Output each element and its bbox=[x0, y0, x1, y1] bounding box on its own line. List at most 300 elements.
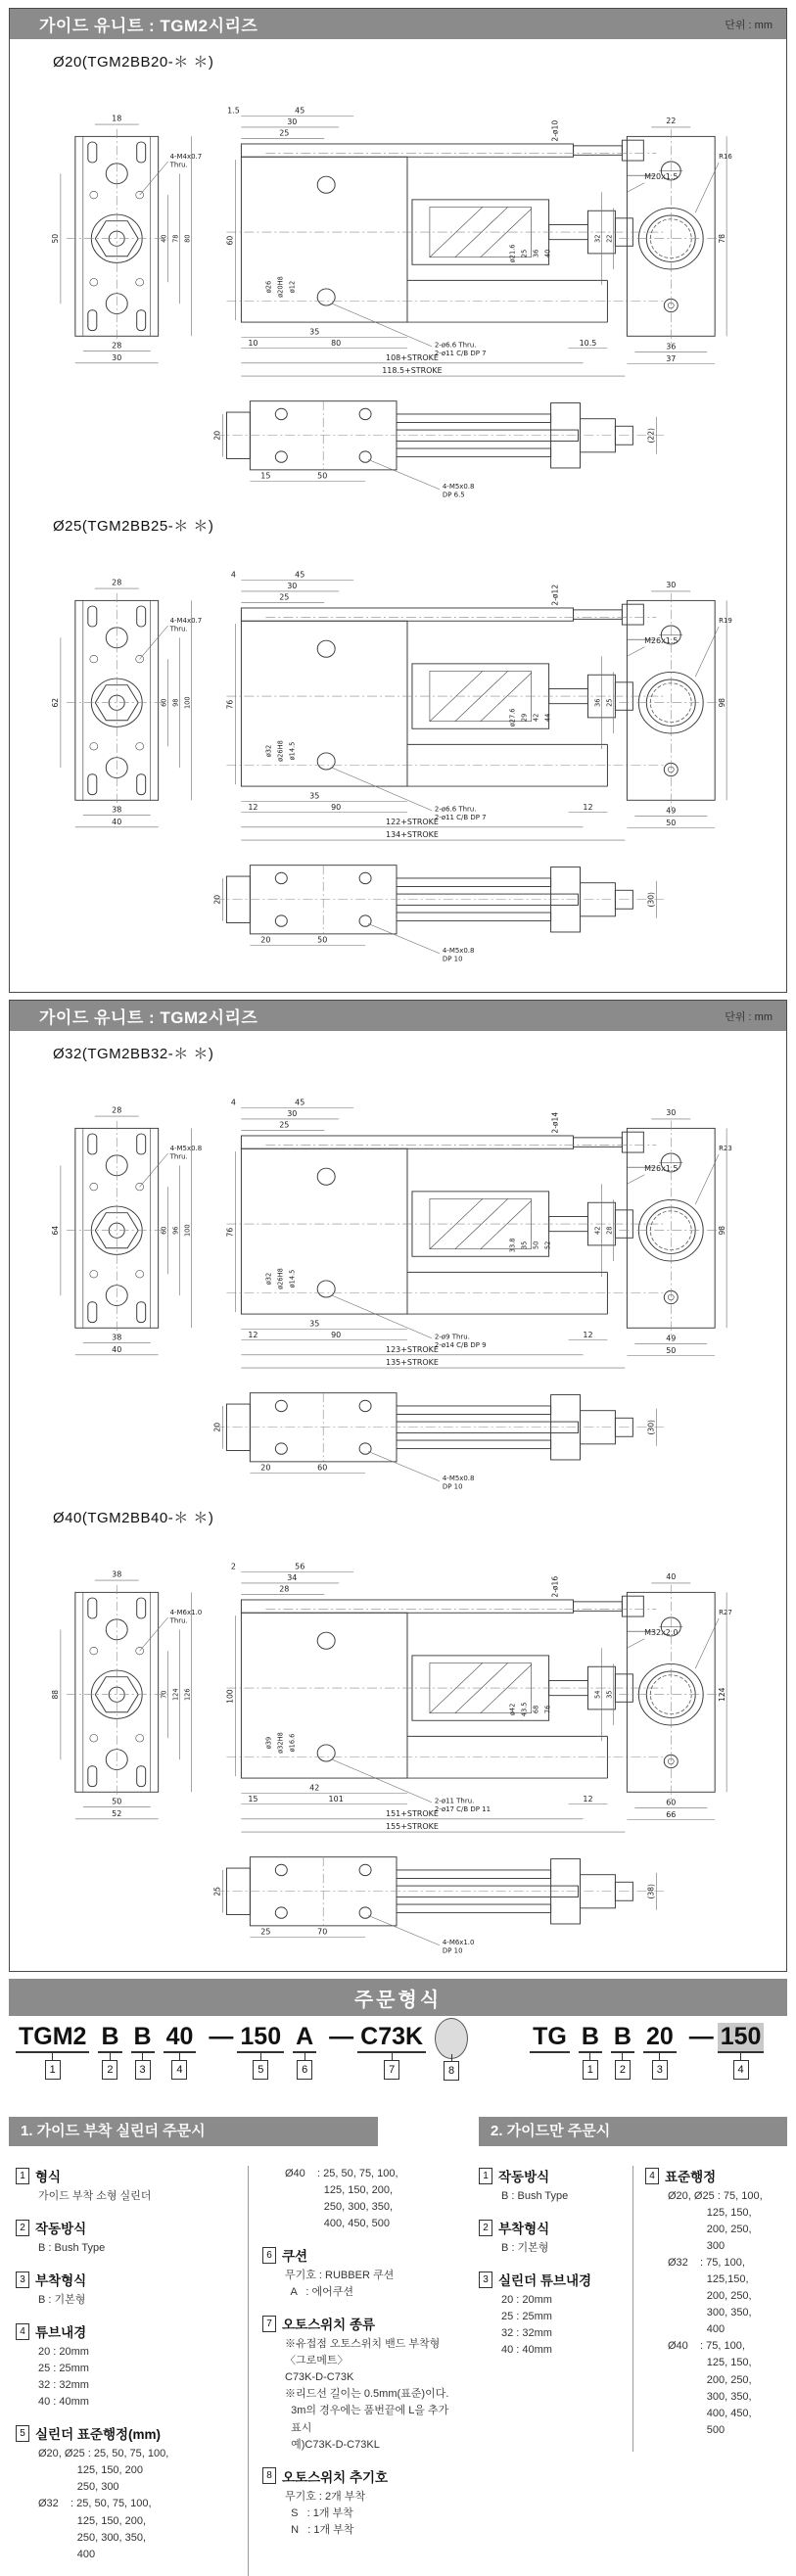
code-number: 1 bbox=[583, 2060, 598, 2080]
definition-item bbox=[262, 2314, 468, 2453]
definition-head bbox=[262, 2466, 468, 2486]
code-part: B bbox=[98, 2023, 121, 2053]
definition-number: 1 bbox=[16, 2168, 29, 2184]
svg-text:124: 124 bbox=[170, 1688, 180, 1702]
definition-line: 40 : 40mm bbox=[501, 2344, 552, 2357]
svg-text:35: 35 bbox=[308, 327, 319, 337]
svg-text:155+STROKE: 155+STROKE bbox=[385, 1822, 439, 1832]
code-number: 4 bbox=[733, 2060, 749, 2080]
definition-line: B : 기본형 bbox=[38, 2294, 86, 2307]
right-plate-view bbox=[593, 1572, 732, 1819]
svg-text:60: 60 bbox=[224, 235, 234, 246]
svg-text:28: 28 bbox=[278, 1584, 289, 1594]
svg-text:ø20H8: ø20H8 bbox=[275, 276, 284, 298]
definition-number: 4 bbox=[645, 2168, 659, 2184]
svg-text:36: 36 bbox=[592, 698, 602, 707]
svg-text:42: 42 bbox=[592, 1226, 602, 1235]
svg-text:DP 10: DP 10 bbox=[442, 1482, 463, 1491]
definition-head bbox=[645, 2166, 788, 2185]
svg-text:20: 20 bbox=[211, 894, 222, 905]
svg-text:Thru.: Thru. bbox=[169, 1152, 188, 1161]
svg-text:45: 45 bbox=[294, 570, 304, 580]
definition-line: 25 : 25mm bbox=[501, 2311, 552, 2323]
svg-text:28: 28 bbox=[111, 1105, 121, 1115]
code-segment bbox=[435, 2023, 468, 2081]
svg-text:66: 66 bbox=[665, 1810, 676, 1819]
section-title: 가이드 유니트 : TGM2시리즈 bbox=[39, 17, 258, 35]
definition-head bbox=[479, 2166, 627, 2185]
end-plate-view bbox=[50, 1569, 201, 1818]
svg-text:12: 12 bbox=[582, 1330, 593, 1339]
technical-drawing-d40 bbox=[22, 1527, 775, 1959]
definition-title: 오토스위치 추기호 bbox=[282, 2469, 389, 2485]
definition-line: A : 에어쿠션 bbox=[285, 2286, 354, 2299]
svg-text:30: 30 bbox=[665, 1108, 676, 1118]
svg-text:90: 90 bbox=[330, 1330, 341, 1339]
definition-line: B : Bush Type bbox=[38, 2242, 106, 2255]
svg-text:M32x2.0: M32x2.0 bbox=[643, 1628, 678, 1637]
definition-line: 3m의 경우에는 품번끝에 L을 추가 bbox=[285, 2405, 449, 2417]
svg-text:ø32: ø32 bbox=[263, 744, 272, 758]
svg-text:40: 40 bbox=[111, 1345, 121, 1354]
svg-text:20: 20 bbox=[211, 1422, 222, 1432]
svg-text:100: 100 bbox=[182, 1224, 192, 1238]
code-circle bbox=[435, 2018, 468, 2059]
model-label-d40: Ø40(TGM2BB40-＊ ＊) bbox=[53, 1510, 214, 1526]
definition-number: 5 bbox=[16, 2425, 29, 2442]
svg-text:50: 50 bbox=[111, 1797, 121, 1806]
code-segment bbox=[98, 2023, 121, 2080]
code-segment bbox=[164, 2023, 197, 2080]
definition-head bbox=[16, 2166, 238, 2185]
svg-text:12: 12 bbox=[582, 1794, 593, 1803]
definition-line: 300 bbox=[668, 2240, 726, 2253]
svg-text:64: 64 bbox=[50, 1225, 60, 1236]
svg-text:R23: R23 bbox=[718, 1145, 732, 1153]
code-tick bbox=[179, 2053, 180, 2060]
svg-text:4-M6x1.0: 4-M6x1.0 bbox=[169, 1609, 202, 1617]
code-tick bbox=[110, 2053, 111, 2060]
svg-text:4-M4x0.7: 4-M4x0.7 bbox=[169, 153, 202, 162]
definition-line: ※리드선 길이는 0.5mm(표준)이다. bbox=[285, 2388, 449, 2401]
code-tick bbox=[52, 2053, 53, 2060]
svg-text:R27: R27 bbox=[718, 1609, 732, 1617]
svg-text:28: 28 bbox=[604, 1226, 613, 1235]
technical-drawing-d32 bbox=[22, 1063, 775, 1495]
definition-item bbox=[479, 2218, 627, 2257]
svg-text:60: 60 bbox=[316, 1463, 327, 1473]
svg-text:25: 25 bbox=[259, 1927, 270, 1937]
svg-text:45: 45 bbox=[294, 106, 304, 116]
svg-text:36: 36 bbox=[531, 249, 540, 258]
svg-text:40: 40 bbox=[111, 818, 121, 826]
definition-title: 형식 bbox=[35, 2170, 62, 2184]
definition-item bbox=[479, 2166, 627, 2205]
definition-number: 1 bbox=[479, 2168, 492, 2184]
svg-text:62: 62 bbox=[50, 697, 60, 708]
svg-text:12: 12 bbox=[247, 1330, 258, 1339]
svg-text:10.5: 10.5 bbox=[579, 338, 596, 348]
svg-text:44: 44 bbox=[542, 713, 552, 723]
svg-text:34: 34 bbox=[286, 1573, 297, 1583]
svg-text:22: 22 bbox=[665, 117, 676, 126]
code-segment bbox=[357, 2023, 426, 2080]
svg-text:122+STROKE: 122+STROKE bbox=[385, 818, 439, 826]
svg-text:30: 30 bbox=[111, 353, 121, 362]
code-number: 2 bbox=[102, 2060, 117, 2080]
svg-text:50: 50 bbox=[531, 1241, 540, 1250]
svg-text:70: 70 bbox=[316, 1927, 327, 1937]
svg-text:56: 56 bbox=[294, 1562, 304, 1571]
model-block-d20 bbox=[10, 51, 786, 503]
svg-text:38: 38 bbox=[111, 805, 121, 815]
svg-text:2-ø14 C/B DP 9: 2-ø14 C/B DP 9 bbox=[434, 1341, 487, 1350]
assembly-top-view bbox=[212, 866, 666, 963]
code-dash: — bbox=[329, 2023, 354, 2050]
definition-line: 300, 350, bbox=[668, 2307, 752, 2319]
svg-text:126: 126 bbox=[182, 1688, 192, 1702]
order-code-cylinder bbox=[16, 2023, 477, 2081]
code-tick bbox=[260, 2053, 261, 2060]
code-part: C73K bbox=[357, 2023, 426, 2053]
code-part: 150 bbox=[237, 2023, 284, 2053]
code-tick bbox=[659, 2053, 660, 2060]
code-part: B bbox=[611, 2023, 634, 2053]
code-tick bbox=[622, 2053, 623, 2060]
svg-text:25: 25 bbox=[278, 128, 289, 138]
svg-text:(38): (38) bbox=[645, 1883, 655, 1899]
order-spec-columns-1 bbox=[16, 2166, 468, 2576]
definition-line: ※유접점 오토스위치 밴드 부착형 bbox=[285, 2338, 441, 2351]
svg-text:50: 50 bbox=[316, 471, 327, 481]
definition-line: S : 1개 부착 bbox=[285, 2506, 353, 2519]
definition-title: 오토스위치 종류 bbox=[282, 2318, 376, 2333]
svg-text:DP 6.5: DP 6.5 bbox=[442, 491, 465, 499]
assembly-top-view bbox=[212, 401, 666, 499]
definition-head bbox=[16, 2423, 238, 2443]
definition-item bbox=[16, 2270, 238, 2309]
svg-text:151+STROKE: 151+STROKE bbox=[385, 1809, 439, 1818]
guide-unit-section-1 bbox=[9, 8, 787, 993]
svg-text:98: 98 bbox=[170, 698, 180, 707]
svg-text:28: 28 bbox=[111, 341, 121, 351]
definition-item bbox=[262, 2166, 468, 2232]
definition-number: 3 bbox=[479, 2272, 492, 2288]
definition-line: 20 : 20mm bbox=[501, 2294, 552, 2307]
svg-text:4-M5x0.8: 4-M5x0.8 bbox=[442, 946, 474, 955]
svg-text:98: 98 bbox=[717, 697, 726, 708]
unit-label: 단위 : mm bbox=[725, 19, 773, 31]
definition-line: 250, 300, 350, bbox=[38, 2531, 147, 2544]
svg-text:ø21.6: ø21.6 bbox=[508, 244, 517, 263]
code-tick bbox=[589, 2053, 590, 2060]
definition-line: Ø40 : 25, 50, 75, 100, bbox=[285, 2168, 398, 2179]
code-dash: — bbox=[688, 2023, 714, 2050]
svg-text:135+STROKE: 135+STROKE bbox=[385, 1358, 439, 1368]
definition-line: 400, 450, 500 bbox=[285, 2218, 391, 2230]
end-plate-view bbox=[50, 1105, 201, 1354]
svg-text:(22): (22) bbox=[645, 427, 655, 444]
section-header bbox=[10, 1001, 786, 1031]
svg-text:45: 45 bbox=[294, 1098, 304, 1107]
svg-text:60: 60 bbox=[159, 1226, 168, 1235]
svg-text:4: 4 bbox=[230, 1098, 236, 1107]
svg-text:2-ø11 Thru.: 2-ø11 Thru. bbox=[434, 1797, 474, 1805]
svg-text:4-M5x0.8: 4-M5x0.8 bbox=[442, 1474, 474, 1482]
definition-line: 32 : 32mm bbox=[501, 2327, 552, 2340]
definition-number: 6 bbox=[262, 2247, 276, 2264]
definition-number: 8 bbox=[262, 2467, 276, 2484]
section-header bbox=[10, 9, 786, 39]
svg-text:18: 18 bbox=[111, 114, 121, 123]
code-segment bbox=[643, 2023, 677, 2080]
svg-text:ø39: ø39 bbox=[263, 1736, 272, 1750]
svg-text:30: 30 bbox=[665, 581, 676, 590]
definition-number: 7 bbox=[262, 2316, 276, 2332]
definition-title: 실린더 표준행정(mm) bbox=[35, 2427, 162, 2443]
definition-line: 가이드 부착 소형 실린더 bbox=[38, 2190, 152, 2202]
svg-text:25: 25 bbox=[520, 249, 529, 258]
svg-text:4-M5x0.8: 4-M5x0.8 bbox=[442, 482, 474, 491]
definition-item bbox=[16, 2423, 238, 2562]
definition-title: 작동방식 bbox=[498, 2170, 550, 2184]
code-number: 2 bbox=[615, 2060, 631, 2080]
svg-text:101: 101 bbox=[328, 1794, 344, 1803]
svg-text:33.8: 33.8 bbox=[508, 1238, 517, 1253]
svg-text:2-ø17 C/B DP 11: 2-ø17 C/B DP 11 bbox=[434, 1805, 491, 1814]
definition-line: 125,150, bbox=[668, 2273, 749, 2286]
model-label-d20: Ø20(TGM2BB20-＊ ＊) bbox=[53, 54, 214, 70]
svg-text:ø32H8: ø32H8 bbox=[275, 1732, 284, 1754]
code-dash: — bbox=[209, 2023, 234, 2050]
svg-text:2-ø14: 2-ø14 bbox=[549, 1111, 560, 1134]
model-block-d25 bbox=[10, 515, 786, 967]
svg-text:2-ø11 C/B DP 7: 2-ø11 C/B DP 7 bbox=[434, 350, 487, 358]
definition-item bbox=[645, 2166, 788, 2439]
svg-text:30: 30 bbox=[286, 1109, 297, 1119]
definition-line: 200, 250, bbox=[668, 2373, 752, 2386]
svg-text:20: 20 bbox=[259, 935, 270, 945]
definition-head bbox=[16, 2270, 238, 2289]
svg-text:4-M4x0.7: 4-M4x0.7 bbox=[169, 617, 202, 626]
svg-text:R19: R19 bbox=[718, 617, 732, 626]
technical-drawing-d25 bbox=[22, 536, 775, 967]
svg-text:(30): (30) bbox=[645, 891, 655, 908]
definition-line: 125, 150, bbox=[668, 2207, 752, 2220]
svg-text:60: 60 bbox=[665, 1798, 676, 1807]
definition-item bbox=[16, 2166, 238, 2205]
code-number: 5 bbox=[253, 2060, 268, 2080]
svg-text:35: 35 bbox=[520, 1241, 529, 1250]
definition-line: 표시 bbox=[285, 2421, 312, 2434]
svg-text:50: 50 bbox=[50, 233, 60, 244]
code-segment bbox=[16, 2023, 89, 2080]
svg-text:28: 28 bbox=[111, 578, 121, 587]
svg-text:35: 35 bbox=[604, 1690, 613, 1699]
model-block-d40 bbox=[10, 1507, 786, 1959]
svg-text:76: 76 bbox=[224, 699, 234, 710]
definition-line: 200, 250, bbox=[668, 2224, 752, 2236]
svg-text:ø14.5: ø14.5 bbox=[287, 741, 296, 761]
definition-head bbox=[16, 2321, 238, 2341]
technical-drawing-d20 bbox=[22, 71, 775, 503]
svg-text:90: 90 bbox=[330, 802, 341, 812]
definition-item bbox=[16, 2321, 238, 2411]
svg-text:35: 35 bbox=[308, 1319, 319, 1329]
definition-number: 2 bbox=[479, 2220, 492, 2236]
svg-text:49: 49 bbox=[665, 806, 676, 816]
unit-label: 단위 : mm bbox=[725, 1010, 773, 1023]
code-number: 6 bbox=[297, 2060, 312, 2080]
definition-line: 예)C73K-D-C73KL bbox=[285, 2438, 380, 2451]
svg-text:2-ø16: 2-ø16 bbox=[549, 1575, 560, 1598]
svg-text:M20x1.5: M20x1.5 bbox=[643, 172, 678, 181]
svg-text:43.5: 43.5 bbox=[520, 1702, 529, 1717]
definition-line: 400, 450, bbox=[668, 2407, 752, 2419]
svg-text:ø26: ø26 bbox=[263, 280, 272, 294]
svg-text:20: 20 bbox=[211, 430, 222, 441]
definition-line: 〈그로메트〉 bbox=[285, 2355, 349, 2367]
svg-text:78: 78 bbox=[170, 234, 180, 243]
svg-text:ø26H8: ø26H8 bbox=[275, 1268, 284, 1289]
svg-text:2-ø9 Thru.: 2-ø9 Thru. bbox=[434, 1333, 470, 1341]
definition-line: 20 : 20mm bbox=[38, 2346, 89, 2359]
svg-text:ø14.5: ø14.5 bbox=[287, 1269, 296, 1288]
svg-text:30: 30 bbox=[286, 582, 297, 591]
model-label-d25: Ø25(TGM2BB25-＊ ＊) bbox=[53, 518, 214, 535]
definition-line: 무기호 : RUBBER 쿠션 bbox=[285, 2270, 395, 2282]
svg-text:12: 12 bbox=[582, 802, 593, 812]
svg-text:52: 52 bbox=[111, 1809, 121, 1818]
definition-line: 125, 150, bbox=[668, 2357, 752, 2369]
code-tick bbox=[304, 2053, 305, 2060]
svg-text:25: 25 bbox=[604, 698, 613, 707]
code-number: 3 bbox=[652, 2060, 668, 2080]
svg-text:38: 38 bbox=[111, 1569, 121, 1579]
order-codes bbox=[16, 2023, 773, 2081]
svg-text:1.5: 1.5 bbox=[226, 106, 240, 116]
svg-text:80: 80 bbox=[330, 338, 341, 348]
code-number: 7 bbox=[384, 2060, 399, 2080]
spec-column bbox=[249, 2166, 468, 2576]
svg-text:76: 76 bbox=[542, 1705, 552, 1714]
code-part: 20 bbox=[643, 2023, 677, 2053]
svg-text:20: 20 bbox=[259, 1463, 270, 1473]
svg-text:40: 40 bbox=[159, 234, 168, 243]
svg-text:118.5+STROKE: 118.5+STROKE bbox=[381, 366, 443, 376]
definition-number: 4 bbox=[16, 2323, 29, 2340]
svg-text:134+STROKE: 134+STROKE bbox=[385, 830, 439, 840]
definition-head bbox=[262, 2245, 468, 2265]
definition-head bbox=[16, 2218, 238, 2237]
definition-line: 무기호 : 2개 부착 bbox=[285, 2490, 366, 2503]
code-part: B bbox=[131, 2023, 155, 2053]
code-number: 3 bbox=[135, 2060, 151, 2080]
svg-text:2-ø6.6 Thru.: 2-ø6.6 Thru. bbox=[434, 805, 477, 814]
assembly-top-view bbox=[212, 1857, 666, 1955]
svg-text:52: 52 bbox=[542, 1241, 552, 1250]
definition-line: 500 bbox=[668, 2423, 726, 2436]
code-segment bbox=[611, 2023, 634, 2080]
definition-line: C73K-D-C73K bbox=[285, 2371, 354, 2384]
definition-title: 표준행정 bbox=[665, 2170, 717, 2184]
svg-text:ø42: ø42 bbox=[508, 1703, 517, 1716]
definition-line: Ø32 : 25, 50, 75, 100, bbox=[38, 2498, 152, 2510]
svg-text:40: 40 bbox=[665, 1572, 676, 1582]
definition-number: 3 bbox=[16, 2272, 29, 2288]
svg-text:ø27.6: ø27.6 bbox=[508, 708, 517, 727]
subsection-header-2: 2. 가이드만 주문시 bbox=[479, 2117, 787, 2146]
svg-text:37: 37 bbox=[665, 354, 676, 363]
definition-head bbox=[479, 2218, 627, 2237]
guide-unit-section-2 bbox=[9, 1000, 787, 1972]
svg-text:ø32: ø32 bbox=[263, 1272, 272, 1286]
code-tick bbox=[451, 2054, 452, 2061]
definition-number: 2 bbox=[16, 2220, 29, 2236]
code-part: B bbox=[579, 2023, 602, 2053]
spec-column bbox=[16, 2166, 249, 2576]
svg-text:29: 29 bbox=[520, 713, 529, 723]
svg-text:70: 70 bbox=[159, 1690, 168, 1699]
svg-text:25: 25 bbox=[278, 592, 289, 602]
svg-text:42: 42 bbox=[531, 713, 540, 723]
order-spec-columns-2 bbox=[479, 2166, 788, 2452]
definition-line: 25 : 25mm bbox=[38, 2363, 89, 2375]
code-segment bbox=[237, 2023, 284, 2080]
code-part: TG bbox=[530, 2023, 570, 2053]
svg-text:22: 22 bbox=[604, 234, 613, 243]
svg-text:M26x1.5: M26x1.5 bbox=[643, 636, 678, 645]
svg-text:4: 4 bbox=[230, 570, 236, 580]
svg-text:(30): (30) bbox=[645, 1419, 655, 1435]
definition-item bbox=[262, 2466, 468, 2539]
end-plate-view bbox=[50, 578, 201, 826]
svg-text:38: 38 bbox=[111, 1333, 121, 1342]
definition-item bbox=[262, 2245, 468, 2301]
svg-text:96: 96 bbox=[170, 1226, 180, 1235]
code-number: 1 bbox=[45, 2060, 61, 2080]
code-part: A bbox=[293, 2023, 316, 2053]
definition-line: 125, 150, 200 bbox=[38, 2464, 144, 2477]
order-code-guide-only bbox=[530, 2023, 773, 2080]
svg-text:12: 12 bbox=[247, 802, 258, 812]
svg-text:49: 49 bbox=[665, 1334, 676, 1343]
code-segment bbox=[718, 2023, 765, 2080]
svg-text:4-M6x1.0: 4-M6x1.0 bbox=[442, 1938, 474, 1946]
definition-line: 250, 300 bbox=[38, 2481, 119, 2494]
right-plate-view bbox=[593, 117, 732, 363]
svg-text:42: 42 bbox=[308, 1783, 319, 1793]
svg-text:88: 88 bbox=[50, 1689, 60, 1700]
code-part: 40 bbox=[164, 2023, 197, 2053]
svg-text:50: 50 bbox=[316, 935, 327, 945]
svg-text:60: 60 bbox=[159, 698, 168, 707]
definition-line: N : 1개 부착 bbox=[285, 2523, 354, 2536]
definition-line: 40 : 40mm bbox=[38, 2396, 89, 2409]
definition-title: 쿠션 bbox=[282, 2249, 308, 2265]
definition-line: 400 bbox=[38, 2548, 96, 2560]
svg-text:25: 25 bbox=[211, 1886, 222, 1897]
svg-text:4-M5x0.8: 4-M5x0.8 bbox=[169, 1145, 202, 1153]
definition-line: B : Bush Type bbox=[501, 2190, 569, 2202]
definition-title: 부착형식 bbox=[35, 2273, 87, 2289]
svg-text:25: 25 bbox=[278, 1120, 289, 1130]
svg-text:100: 100 bbox=[224, 1689, 234, 1704]
svg-text:Thru.: Thru. bbox=[169, 1616, 188, 1625]
code-segment bbox=[131, 2023, 155, 2080]
code-tick bbox=[740, 2053, 741, 2060]
definition-item bbox=[479, 2270, 627, 2359]
